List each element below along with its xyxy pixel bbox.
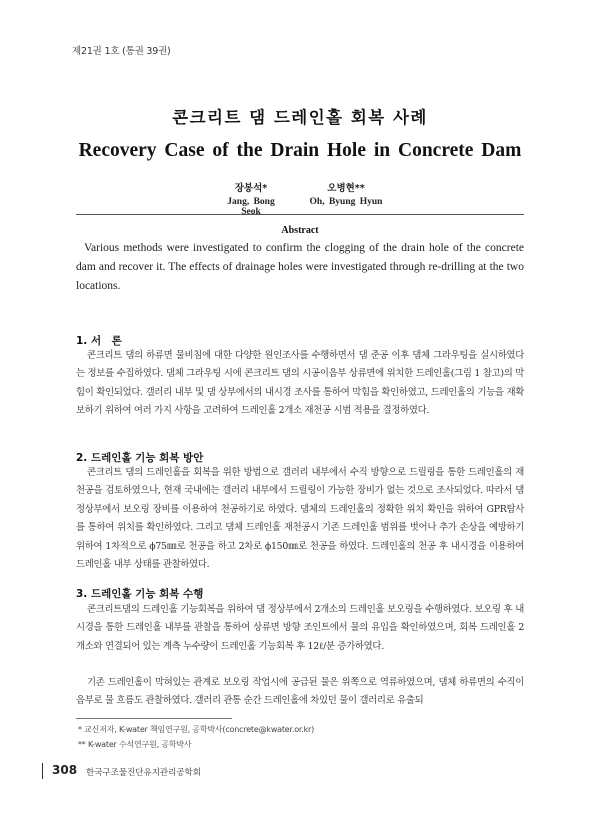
author-2-english: Oh, Byung Hyun (309, 197, 383, 207)
page-number: 308 (52, 763, 78, 777)
author-1 (216, 180, 286, 217)
footer-bar (42, 763, 43, 779)
section-1-paragraph: 콘크리트 댐의 하류면 물비침에 대한 다양한 원인조사를 수행하면서 댐 준공 이후 댐체 그라우팅을 실시하였다는 정보를 수집하였다. 댐체 그라우팅 시에 콘크리트 댐의 시공이음부 상류면에 위치한 드레인홀(그림 1 참고)의 막힘이 확인되었다. 갤러리 내부 및 댐 상부에서의 내시경 조사를 통하여 막힘을 확인하였고, 드레인홀의 기능을 재확보하기 위하여 여러 가지 사항을 고려하여 드레인홀 2개소 재천공 시범 적용을 결정하였다. (76, 350, 524, 417)
section-1-heading: 1. 서 론 (76, 335, 122, 347)
paper-title-english: Recovery Case of the Drain Hole in Concrete Dam (78, 140, 522, 161)
paper-title-korean: 콘크리트 댐 드레인홀 회복 사례 (172, 108, 428, 127)
section-3-paragraph-1: 콘크리트댐의 드레인홀 기능회복을 위하여 댐 정상부에서 2개소의 드레인홀 보오링을 수행하였다. 보오링 후 내시경을 통한 드레인홀 내부를 관찰을 통하여 상류면 방향 조인트에서 물의 유입을 확인하였으며, 회복 드레인홀 2개소와 연결되어 있는 계측 누수량이 드레인홀 기능회복 후 12ℓ/분 증가하였다. (76, 604, 524, 652)
footnote-divider (76, 718, 232, 719)
section-2-paragraph: 콘크리트 댐의 드레인홀을 회복을 위한 방법으로 갤러리 내부에서 수직 방향으로 드릴링을 통한 드레인홀의 재천공을 검토하였으나, 현재 국내에는 갤러리 내부에서 드릴링이 가능한 장비가 없는 것으로 조사되었다. 따라서 댐 정상부에서 보오링 장비를 이용하여 천공하기로 하였다. 댐체의 드레인홀의 정확한 위치 확인을 위하여 GPR탐사를 통하여 위치를 확인하였다. 그리고 댐체 드레인홀 재천공시 기존 드레인홀 범위를 벗어나 추가 손상을 예방하기 위하여 1차적으로 ϕ75㎜로 천공을 하고 2차로 ϕ150㎜로 천공을 하였다. 드레인홀의 천공 후 내시경을 이용하여 드레인홀 내부 상태를 관찰하였다. (76, 467, 524, 571)
journal-issue: 제21권 1호 (통권 39권) (72, 46, 171, 57)
abstract-heading: Abstract (281, 225, 319, 236)
section-3-paragraph-2: 기존 드레인홀이 막혀있는 관계로 보오링 작업시에 공급된 물은 위쪽으로 역류하였으며, 댐체 하류면의 수직이음부로 물 흐름도 관찰하였다. 갤러리 관통 순간 드레인홀에 차있던 물이 갤러리로 유출되 (76, 677, 524, 707)
author-2 (306, 180, 386, 207)
author-2-korean: 오병현** (327, 183, 365, 194)
section-2-heading: 2. 드레인홀 기능 회복 방안 (76, 452, 204, 464)
abstract-text: Various methods were investigated to confirm the clogging of the drain hole of the concrete dam and recover it. The effects of drainage holes were investigated through re-drilling at the two locations. (76, 242, 524, 292)
title-divider (76, 214, 524, 215)
author-1-english: Jang, Bong Seok (227, 197, 275, 217)
journal-name: 한국구조물진단유지관리공학회 (86, 768, 201, 778)
section-3-heading: 3. 드레인홀 기능 회복 수행 (76, 588, 204, 600)
author-1-korean: 장봉석* (234, 183, 268, 194)
footnote-1: * 교신저자, K-water 책임연구원, 공학박사(concrete@kwater.or.kr) (78, 725, 315, 734)
footnote-2: ** K-water 수석연구원, 공학박사 (78, 740, 192, 749)
